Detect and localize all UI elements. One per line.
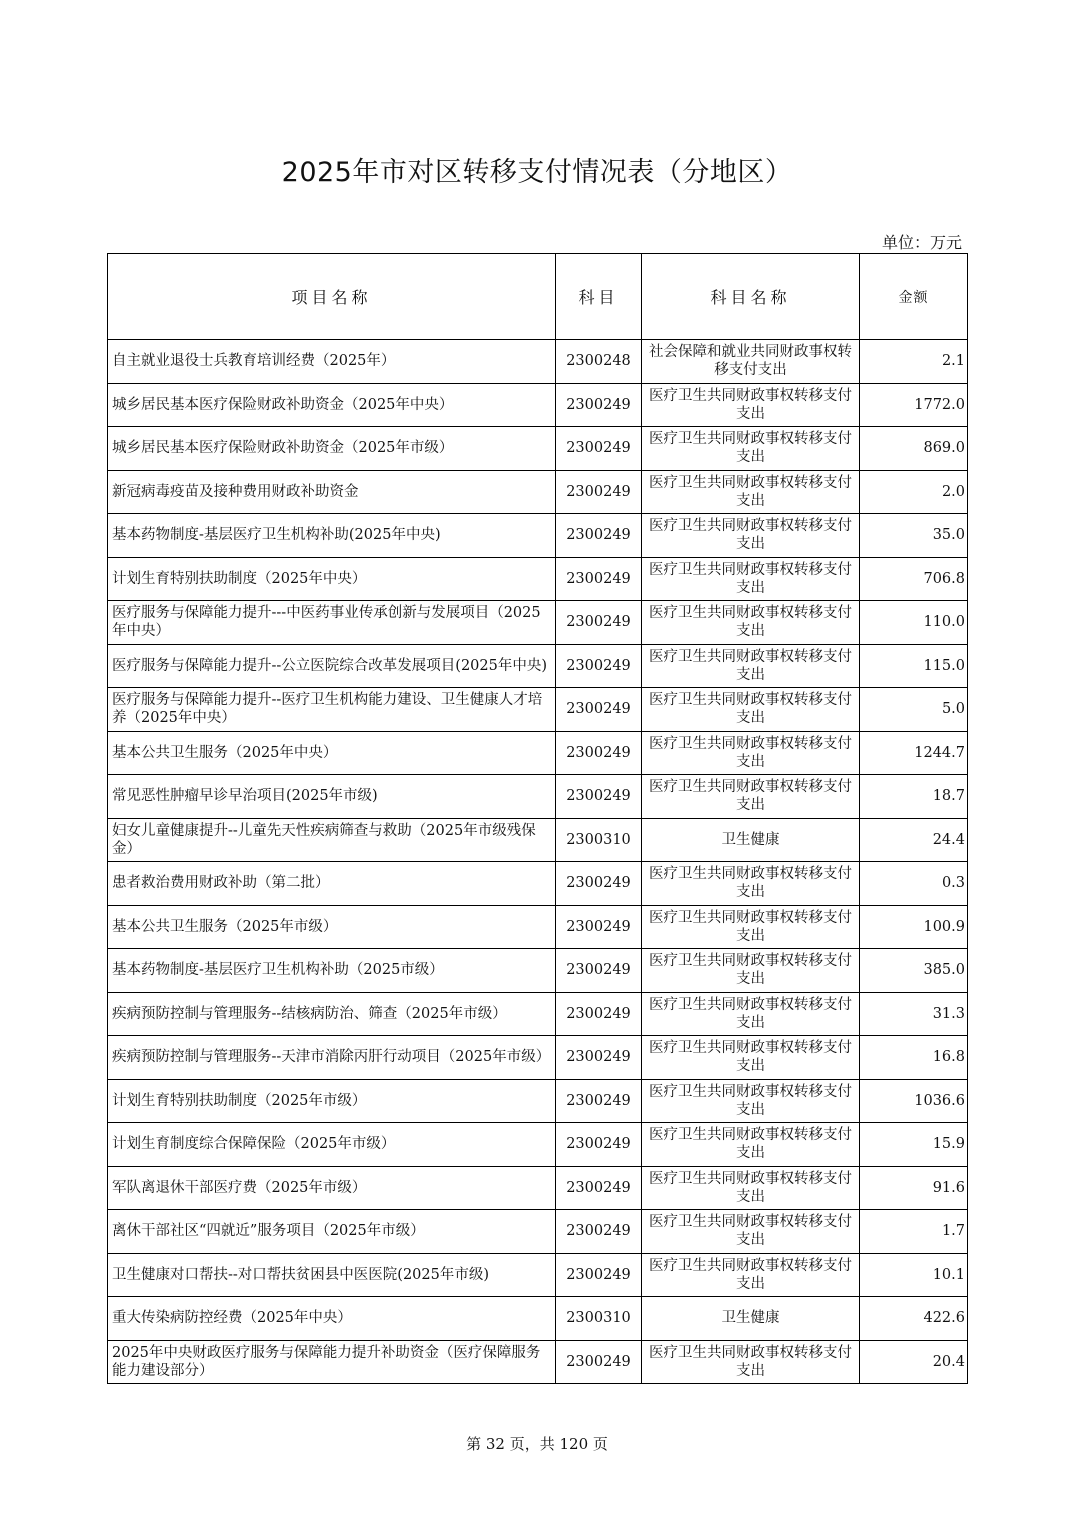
subject-name-cell: 医疗卫生共同财政事权转移支付支出	[642, 470, 860, 514]
project-name-cell: 妇女儿童健康提升--儿童先天性疾病筛查与救助（2025年市级残保金）	[108, 818, 556, 862]
amount-cell: 31.3	[860, 992, 968, 1036]
table-row	[108, 644, 968, 688]
project-name-cell: 医疗服务与保障能力提升---中医药事业传承创新与发展项目（2025年中央）	[108, 601, 556, 645]
subject-name-cell: 医疗卫生共同财政事权转移支付支出	[642, 1253, 860, 1297]
subject-code-cell: 2300249	[556, 1036, 642, 1080]
table-row	[108, 1036, 968, 1080]
project-name-cell: 疾病预防控制与管理服务--天津市消除丙肝行动项目（2025年市级）	[108, 1036, 556, 1080]
project-name-cell: 卫生健康对口帮扶--对口帮扶贫困县中医医院(2025年市级)	[108, 1253, 556, 1297]
subject-name-cell: 医疗卫生共同财政事权转移支付支出	[642, 1079, 860, 1123]
project-name-cell: 计划生育制度综合保障保险（2025年市级）	[108, 1123, 556, 1167]
amount-cell: 20.4	[860, 1340, 968, 1384]
table-row	[108, 775, 968, 819]
amount-cell: 1772.0	[860, 383, 968, 427]
subject-code-cell: 2300249	[556, 557, 642, 601]
subject-name-cell: 社会保障和就业共同财政事权转移支付支出	[642, 340, 860, 384]
subject-name-cell: 医疗卫生共同财政事权转移支付支出	[642, 427, 860, 471]
table-row	[108, 557, 968, 601]
table-row	[108, 427, 968, 471]
table-header-row	[108, 254, 968, 340]
project-name-cell: 医疗服务与保障能力提升--公立医院综合改革发展项目(2025年中央)	[108, 644, 556, 688]
subject-name-cell: 医疗卫生共同财政事权转移支付支出	[642, 514, 860, 558]
project-name-cell: 2025年中央财政医疗服务与保障能力提升补助资金（医疗保障服务能力建设部分）	[108, 1340, 556, 1384]
subject-name-cell: 医疗卫生共同财政事权转移支付支出	[642, 383, 860, 427]
table-row	[108, 1297, 968, 1341]
subject-code-cell: 2300249	[556, 470, 642, 514]
subject-name-cell: 医疗卫生共同财政事权转移支付支出	[642, 731, 860, 775]
subject-code-cell: 2300249	[556, 514, 642, 558]
amount-cell: 2.0	[860, 470, 968, 514]
subject-code-cell: 2300249	[556, 644, 642, 688]
subject-code-cell: 2300249	[556, 1166, 642, 1210]
table-row	[108, 383, 968, 427]
subject-name-cell: 医疗卫生共同财政事权转移支付支出	[642, 775, 860, 819]
project-name-cell: 常见恶性肿瘤早诊早治项目(2025年市级)	[108, 775, 556, 819]
header-project-name: 项目名称	[108, 254, 556, 340]
subject-code-cell: 2300249	[556, 601, 642, 645]
unit-label: 单位：万元	[881, 233, 962, 252]
project-name-cell: 疾病预防控制与管理服务--结核病防治、筛查（2025年市级）	[108, 992, 556, 1036]
project-name-cell: 计划生育特别扶助制度（2025年中央）	[108, 557, 556, 601]
table-row	[108, 1166, 968, 1210]
project-name-cell: 基本药物制度-基层医疗卫生机构补助(2025年中央)	[108, 514, 556, 558]
table-row	[108, 688, 968, 732]
table-row	[108, 1340, 968, 1384]
subject-name-cell: 医疗卫生共同财政事权转移支付支出	[642, 557, 860, 601]
project-name-cell: 患者救治费用财政补助（第二批）	[108, 862, 556, 906]
table-row	[108, 731, 968, 775]
header-amount: 金额	[860, 254, 968, 340]
table-row	[108, 992, 968, 1036]
subject-name-cell: 医疗卫生共同财政事权转移支付支出	[642, 1123, 860, 1167]
amount-cell: 24.4	[860, 818, 968, 862]
subject-code-cell: 2300249	[556, 427, 642, 471]
amount-cell: 10.1	[860, 1253, 968, 1297]
subject-code-cell: 2300249	[556, 1123, 642, 1167]
table-row	[108, 818, 968, 862]
amount-cell: 18.7	[860, 775, 968, 819]
amount-cell: 91.6	[860, 1166, 968, 1210]
amount-cell: 2.1	[860, 340, 968, 384]
table-row	[108, 514, 968, 558]
project-name-cell: 基本公共卫生服务（2025年中央）	[108, 731, 556, 775]
subject-code-cell: 2300249	[556, 775, 642, 819]
header-subject-code: 科目	[556, 254, 642, 340]
table-body	[108, 340, 968, 1384]
subject-code-cell: 2300249	[556, 383, 642, 427]
project-name-cell: 基本公共卫生服务（2025年市级）	[108, 905, 556, 949]
project-name-cell: 离休干部社区“四就近”服务项目（2025年市级）	[108, 1210, 556, 1254]
table-row	[108, 1253, 968, 1297]
table-row	[108, 862, 968, 906]
page-footer: 第 32 页，共 120 页	[466, 1435, 608, 1453]
amount-cell: 5.0	[860, 688, 968, 732]
subject-name-cell: 医疗卫生共同财政事权转移支付支出	[642, 992, 860, 1036]
amount-cell: 100.9	[860, 905, 968, 949]
subject-code-cell: 2300310	[556, 818, 642, 862]
subject-code-cell: 2300249	[556, 731, 642, 775]
subject-name-cell: 医疗卫生共同财政事权转移支付支出	[642, 1340, 860, 1384]
subject-code-cell: 2300310	[556, 1297, 642, 1341]
subject-code-cell: 2300249	[556, 688, 642, 732]
amount-cell: 1.7	[860, 1210, 968, 1254]
subject-name-cell: 医疗卫生共同财政事权转移支付支出	[642, 1210, 860, 1254]
subject-code-cell: 2300249	[556, 1253, 642, 1297]
table-row	[108, 601, 968, 645]
amount-cell: 115.0	[860, 644, 968, 688]
amount-cell: 706.8	[860, 557, 968, 601]
subject-code-cell: 2300248	[556, 340, 642, 384]
transfer-payment-table	[107, 253, 968, 1384]
page-title: 2025年市对区转移支付情况表（分地区）	[281, 157, 793, 188]
subject-code-cell: 2300249	[556, 992, 642, 1036]
subject-name-cell: 医疗卫生共同财政事权转移支付支出	[642, 644, 860, 688]
amount-cell: 35.0	[860, 514, 968, 558]
subject-name-cell: 医疗卫生共同财政事权转移支付支出	[642, 1036, 860, 1080]
header-subject-name: 科目名称	[642, 254, 860, 340]
amount-cell: 422.6	[860, 1297, 968, 1341]
table-row	[108, 340, 968, 384]
table-row	[108, 949, 968, 993]
project-name-cell: 军队离退休干部医疗费（2025年市级）	[108, 1166, 556, 1210]
project-name-cell: 重大传染病防控经费（2025年中央）	[108, 1297, 556, 1341]
amount-cell: 110.0	[860, 601, 968, 645]
amount-cell: 0.3	[860, 862, 968, 906]
amount-cell: 1244.7	[860, 731, 968, 775]
table-row	[108, 470, 968, 514]
subject-code-cell: 2300249	[556, 1340, 642, 1384]
subject-name-cell: 医疗卫生共同财政事权转移支付支出	[642, 905, 860, 949]
subject-code-cell: 2300249	[556, 905, 642, 949]
amount-cell: 15.9	[860, 1123, 968, 1167]
amount-cell: 869.0	[860, 427, 968, 471]
subject-code-cell: 2300249	[556, 862, 642, 906]
amount-cell: 1036.6	[860, 1079, 968, 1123]
subject-code-cell: 2300249	[556, 1210, 642, 1254]
project-name-cell: 城乡居民基本医疗保险财政补助资金（2025年市级）	[108, 427, 556, 471]
amount-cell: 16.8	[860, 1036, 968, 1080]
project-name-cell: 城乡居民基本医疗保险财政补助资金（2025年中央）	[108, 383, 556, 427]
project-name-cell: 新冠病毒疫苗及接种费用财政补助资金	[108, 470, 556, 514]
project-name-cell: 基本药物制度-基层医疗卫生机构补助（2025市级）	[108, 949, 556, 993]
subject-name-cell: 医疗卫生共同财政事权转移支付支出	[642, 601, 860, 645]
project-name-cell: 自主就业退役士兵教育培训经费（2025年）	[108, 340, 556, 384]
amount-cell: 385.0	[860, 949, 968, 993]
table-row	[108, 1079, 968, 1123]
subject-name-cell: 医疗卫生共同财政事权转移支付支出	[642, 688, 860, 732]
table-row	[108, 1210, 968, 1254]
subject-name-cell: 卫生健康	[642, 1297, 860, 1341]
subject-name-cell: 医疗卫生共同财政事权转移支付支出	[642, 949, 860, 993]
subject-name-cell: 医疗卫生共同财政事权转移支付支出	[642, 862, 860, 906]
project-name-cell: 医疗服务与保障能力提升--医疗卫生机构能力建设、卫生健康人才培养（2025年中央）	[108, 688, 556, 732]
subject-name-cell: 医疗卫生共同财政事权转移支付支出	[642, 1166, 860, 1210]
subject-code-cell: 2300249	[556, 949, 642, 993]
subject-code-cell: 2300249	[556, 1079, 642, 1123]
subject-name-cell: 卫生健康	[642, 818, 860, 862]
project-name-cell: 计划生育特别扶助制度（2025年市级）	[108, 1079, 556, 1123]
table-row	[108, 905, 968, 949]
table-row	[108, 1123, 968, 1167]
